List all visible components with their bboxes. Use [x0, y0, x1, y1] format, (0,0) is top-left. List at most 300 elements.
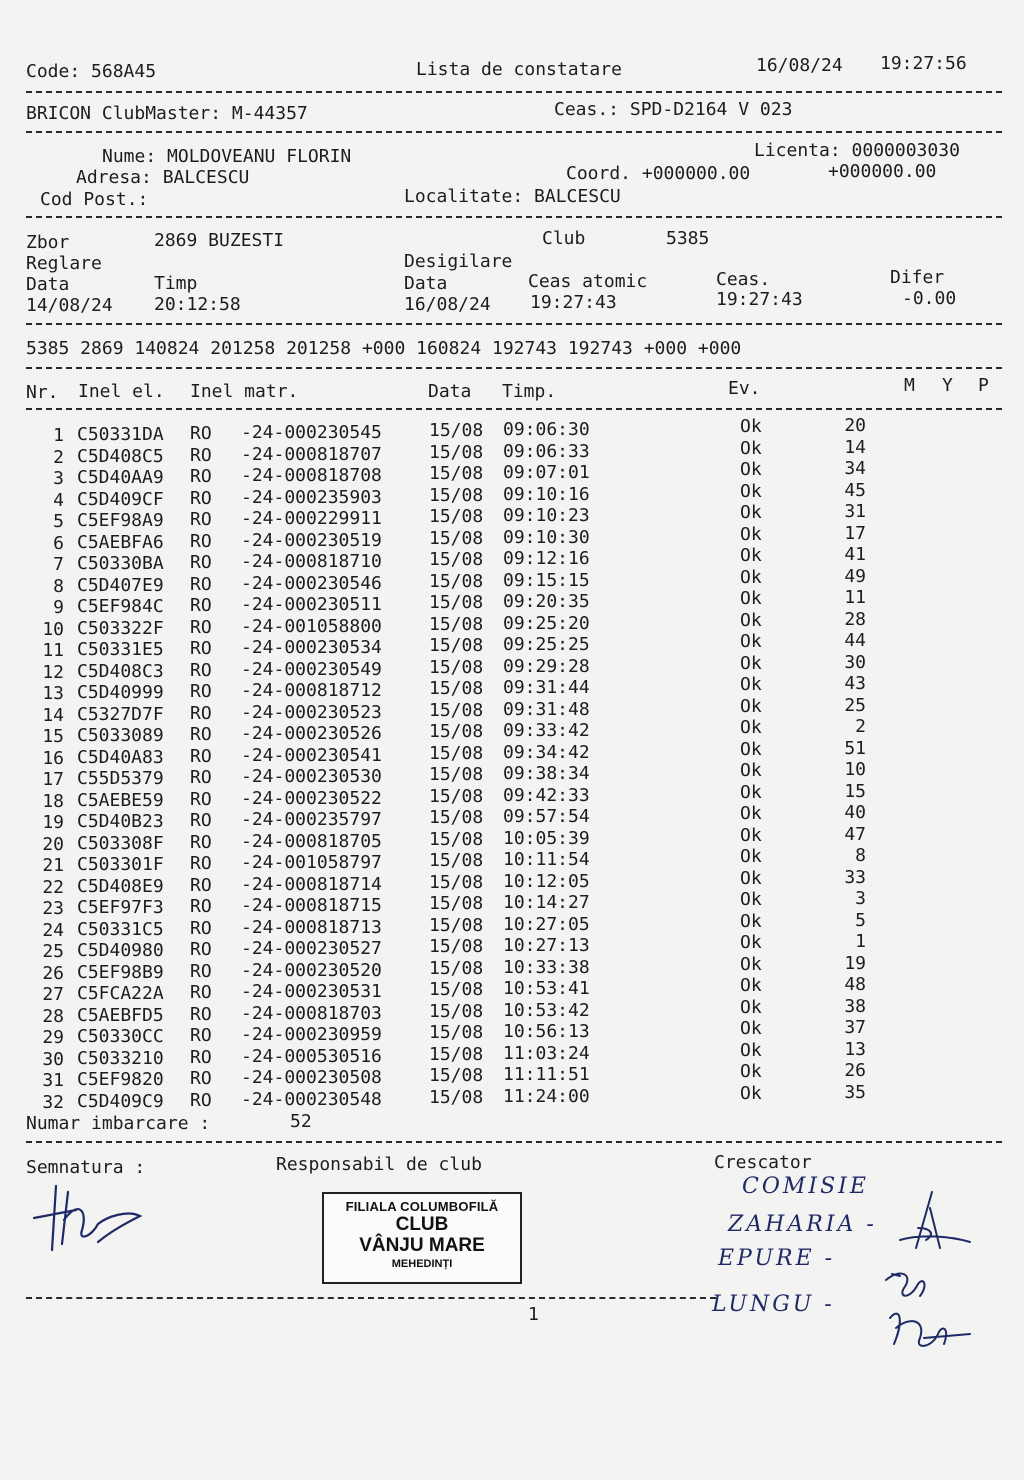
row-electronic-ring: C503322F	[77, 617, 164, 639]
row-nr: 24	[42, 919, 64, 941]
row-date: 15/08	[429, 678, 484, 700]
row-electronic-ring: C5D409CF	[77, 488, 164, 510]
row-ring-number: -24-000230546	[241, 572, 382, 594]
row-event: Ok	[740, 545, 762, 567]
row-time: 11:24:00	[503, 1085, 590, 1107]
row-ring-number: -24-000818715	[241, 895, 382, 917]
stamp-line-2: CLUB	[395, 1214, 449, 1235]
row-country: RO	[190, 724, 212, 746]
row-electronic-ring: C50330BA	[77, 553, 164, 575]
row-electronic-ring: C503301F	[77, 854, 164, 876]
row-date: 15/08	[429, 527, 484, 549]
col-inel-matr: Inel matr.	[190, 381, 299, 402]
row-position: 34	[844, 458, 866, 480]
col-data: Data	[428, 381, 472, 402]
row-event: Ok	[740, 975, 762, 997]
row-date: 15/08	[429, 699, 484, 721]
row-nr: 19	[42, 812, 64, 833]
row-event: Ok	[740, 781, 762, 803]
row-country: RO	[190, 1046, 212, 1068]
row-position: 48	[844, 974, 866, 996]
row-date: 15/08	[429, 1022, 484, 1044]
reglare-label: Reglare	[26, 253, 102, 274]
row-date: 15/08	[429, 893, 484, 915]
row-electronic-ring: C5D40AA9	[77, 467, 164, 489]
row-date: 15/08	[429, 914, 484, 936]
row-position: 19	[844, 952, 866, 974]
row-electronic-ring: C5AEBFD5	[77, 1004, 164, 1026]
row-nr: 20	[42, 833, 64, 855]
row-ring-number: -24-000818712	[241, 680, 382, 702]
row-event: Ok	[740, 588, 762, 610]
desig-date: 16/08/24	[404, 294, 491, 315]
row-event: Ok	[740, 1061, 762, 1083]
row-date: 15/08	[429, 828, 484, 850]
row-event: Ok	[740, 760, 762, 782]
row-electronic-ring: C5EF9820	[77, 1069, 164, 1091]
boarding-count-label: Numar imbarcare :	[26, 1113, 211, 1134]
row-date: 15/08	[429, 420, 484, 442]
divider	[26, 408, 1002, 410]
row-event: Ok	[740, 846, 762, 868]
row-nr: 28	[42, 1005, 64, 1027]
row-nr: 10	[42, 618, 64, 640]
row-country: RO	[190, 1025, 212, 1047]
row-electronic-ring: C5EF98B9	[77, 961, 164, 983]
row-time: 09:25:25	[503, 634, 590, 656]
row-date: 15/08	[429, 871, 484, 893]
divider	[26, 216, 1002, 218]
row-country: RO	[190, 896, 212, 918]
row-ring-number: -24-000235797	[241, 809, 382, 831]
row-ring-number: -24-001058797	[241, 852, 382, 874]
row-time: 09:33:42	[503, 720, 590, 742]
row-electronic-ring: C5D408C3	[77, 660, 164, 682]
reglare-time-label: Timp	[154, 273, 198, 294]
page-number: 1	[528, 1304, 539, 1325]
row-country: RO	[190, 788, 212, 810]
difference-label: Difer	[890, 267, 945, 288]
owner-locality: Localitate: BALCESCU	[404, 186, 621, 207]
row-country: RO	[190, 638, 212, 660]
row-electronic-ring: C5EF984C	[77, 596, 164, 618]
row-event: Ok	[740, 609, 762, 631]
row-event: Ok	[740, 1082, 762, 1104]
row-electronic-ring: C5D408E9	[77, 875, 164, 897]
row-event: Ok	[740, 910, 762, 932]
owner-coord-2: +000000.00	[828, 161, 937, 182]
row-nr: 18	[42, 790, 64, 812]
row-nr: 9	[53, 597, 64, 618]
row-nr: 7	[53, 554, 64, 575]
stamp-line-1: FILIALA COLUMBOFILĂ	[345, 1199, 499, 1214]
row-date: 15/08	[429, 463, 484, 485]
table-row	[0, 1081, 1024, 1114]
divider	[26, 367, 1002, 369]
row-electronic-ring: C5327D7F	[77, 703, 164, 725]
row-country: RO	[190, 466, 212, 488]
row-country: RO	[190, 917, 212, 939]
club-responsible-label: Responsabil de club	[276, 1154, 482, 1175]
handwritten-commission: COMISIE	[742, 1174, 869, 1199]
row-position: 1	[855, 931, 866, 953]
row-nr: 8	[53, 575, 64, 597]
row-time: 09:42:33	[503, 784, 590, 806]
row-position: 47	[844, 823, 866, 845]
row-country: RO	[190, 831, 212, 853]
row-position: 44	[844, 630, 866, 652]
row-time: 09:07:01	[503, 462, 590, 484]
signature-label: Semnatura :	[26, 1157, 146, 1178]
divider	[26, 1297, 716, 1299]
row-date: 15/08	[429, 592, 484, 614]
row-time: 09:31:48	[503, 698, 590, 720]
owner-address: Adresa: BALCESCU	[76, 167, 250, 188]
row-electronic-ring: C5D40A83	[77, 746, 164, 768]
desig-date-label: Data	[404, 273, 448, 294]
row-ring-number: -24-000230522	[241, 787, 382, 809]
row-position: 10	[844, 759, 866, 781]
row-ring-number: -24-000230531	[241, 981, 382, 1003]
row-time: 09:38:34	[503, 763, 590, 785]
row-electronic-ring: C5D407E9	[77, 574, 164, 596]
handwritten-name-2: EPURE -	[718, 1246, 836, 1271]
row-time: 10:56:13	[503, 1021, 590, 1043]
row-nr: 22	[42, 876, 64, 898]
breeder-label: Crescator	[714, 1152, 812, 1173]
row-time: 10:05:39	[503, 827, 590, 849]
row-ring-number: -24-000818707	[241, 443, 382, 465]
row-nr: 29	[42, 1027, 64, 1048]
row-ring-number: -24-000818705	[241, 830, 382, 852]
row-electronic-ring: C50331C5	[77, 918, 164, 940]
row-time: 10:27:05	[503, 913, 590, 935]
row-country: RO	[190, 745, 212, 767]
row-event: Ok	[740, 1018, 762, 1040]
row-position: 28	[844, 608, 866, 630]
reglare-time: 20:12:58	[154, 294, 241, 315]
row-date: 15/08	[429, 957, 484, 979]
row-position: 37	[844, 1017, 866, 1039]
row-date: 15/08	[429, 785, 484, 807]
row-time: 09:57:54	[503, 806, 590, 828]
row-nr: 6	[53, 532, 64, 554]
col-nr: Nr.	[26, 382, 59, 403]
row-event: Ok	[740, 953, 762, 975]
row-date: 15/08	[429, 850, 484, 872]
reglare-date-label: Data	[26, 274, 70, 295]
divider	[26, 131, 1002, 133]
row-nr: 27	[42, 984, 64, 1005]
row-position: 51	[844, 737, 866, 759]
row-time: 10:33:38	[503, 956, 590, 978]
desig-atomic-time: 19:27:43	[530, 292, 617, 313]
row-date: 15/08	[429, 1043, 484, 1065]
boarding-count-value: 52	[290, 1111, 312, 1132]
row-date: 15/08	[429, 635, 484, 657]
divider	[26, 91, 1002, 93]
row-country: RO	[190, 1089, 212, 1111]
row-electronic-ring: C50331DA	[77, 424, 164, 446]
row-date: 15/08	[429, 1000, 484, 1022]
row-electronic-ring: C5D40B23	[77, 811, 164, 833]
row-country: RO	[190, 767, 212, 789]
row-position: 3	[855, 888, 866, 910]
row-electronic-ring: C5AEBFA6	[77, 531, 164, 553]
row-electronic-ring: C55D5379	[77, 768, 164, 790]
row-position: 2	[855, 716, 866, 738]
row-country: RO	[190, 939, 212, 961]
clock-label: Ceas.	[716, 269, 771, 290]
owner-license: Licenta: 0000003030	[754, 140, 960, 161]
row-electronic-ring: C5D40980	[77, 940, 164, 962]
row-date: 15/08	[429, 1065, 484, 1087]
code-label: Code: 568A45	[26, 61, 157, 82]
row-position: 38	[844, 995, 866, 1017]
row-country: RO	[190, 681, 212, 703]
row-position: 11	[844, 587, 866, 609]
row-date: 15/08	[429, 656, 484, 678]
col-ev: Ev.	[728, 378, 761, 399]
row-position: 8	[855, 845, 866, 867]
row-country: RO	[190, 530, 212, 552]
row-time: 09:15:15	[503, 569, 590, 591]
row-date: 15/08	[429, 721, 484, 743]
row-date: 15/08	[429, 506, 484, 528]
row-event: Ok	[740, 1039, 762, 1061]
row-country: RO	[190, 659, 212, 681]
row-ring-number: -24-000230526	[241, 723, 382, 745]
row-date: 15/08	[429, 764, 484, 786]
row-nr: 15	[42, 726, 64, 747]
row-position: 40	[844, 802, 866, 824]
row-date: 15/08	[429, 441, 484, 463]
row-position: 49	[844, 565, 866, 587]
stamp-line-3: VÂNJU MARE	[359, 1235, 485, 1256]
row-nr: 30	[42, 1048, 64, 1070]
row-nr: 23	[42, 898, 64, 919]
row-ring-number: -24-000530516	[241, 1045, 382, 1067]
col-inel-el: Inel el.	[78, 381, 165, 402]
desigilare-label: Desigilare	[404, 251, 513, 272]
row-nr: 1	[53, 425, 64, 446]
row-nr: 2	[53, 446, 64, 468]
row-date: 15/08	[429, 570, 484, 592]
row-nr: 17	[42, 769, 64, 790]
club-label: Club	[542, 228, 586, 249]
club-stamp	[322, 1192, 522, 1284]
row-event: Ok	[740, 824, 762, 846]
row-country: RO	[190, 853, 212, 875]
row-date: 15/08	[429, 936, 484, 958]
row-nr: 4	[53, 489, 64, 511]
row-event: Ok	[740, 631, 762, 653]
row-event: Ok	[740, 480, 762, 502]
row-time: 09:10:23	[503, 505, 590, 527]
row-electronic-ring: C5D409C9	[77, 1090, 164, 1112]
row-ring-number: -24-000818713	[241, 916, 382, 938]
row-date: 15/08	[429, 613, 484, 635]
row-country: RO	[190, 487, 212, 509]
row-date: 15/08	[429, 1086, 484, 1108]
row-country: RO	[190, 1003, 212, 1025]
row-time: 09:06:30	[503, 419, 590, 441]
row-nr: 16	[42, 747, 64, 769]
difference-value: -0.00	[902, 288, 957, 309]
clubmaster-id: BRICON ClubMaster: M-44357	[26, 103, 308, 124]
row-country: RO	[190, 423, 212, 445]
row-time: 09:20:35	[503, 591, 590, 613]
row-time: 09:34:42	[503, 741, 590, 763]
row-nr: 25	[42, 941, 64, 962]
row-nr: 32	[42, 1091, 64, 1113]
row-ring-number: -24-000230541	[241, 744, 382, 766]
row-country: RO	[190, 552, 212, 574]
row-event: Ok	[740, 932, 762, 954]
row-event: Ok	[740, 803, 762, 825]
header-time: 19:27:56	[880, 53, 967, 74]
row-time: 10:14:27	[503, 892, 590, 914]
row-event: Ok	[740, 416, 762, 438]
row-position: 35	[844, 1081, 866, 1103]
row-electronic-ring: C5EF97F3	[77, 897, 164, 919]
row-country: RO	[190, 616, 212, 638]
owner-name: Nume: MOLDOVEANU FLORIN	[102, 146, 352, 167]
row-event: Ok	[740, 652, 762, 674]
row-time: 09:10:30	[503, 526, 590, 548]
row-electronic-ring: C5FCA22A	[77, 983, 164, 1005]
row-position: 14	[844, 436, 866, 458]
row-country: RO	[190, 982, 212, 1004]
row-event: Ok	[740, 566, 762, 588]
row-position: 13	[844, 1038, 866, 1060]
row-ring-number: -24-000818714	[241, 873, 382, 895]
row-electronic-ring: C50331E5	[77, 639, 164, 661]
row-country: RO	[190, 810, 212, 832]
row-ring-number: -24-000230523	[241, 701, 382, 723]
row-ring-number: -24-000230545	[241, 422, 382, 444]
row-ring-number: -24-000230519	[241, 529, 382, 551]
row-ring-number: -24-001058800	[241, 615, 382, 637]
row-nr: 3	[53, 468, 64, 489]
row-event: Ok	[740, 437, 762, 459]
row-country: RO	[190, 509, 212, 531]
row-position: 20	[844, 415, 866, 437]
row-event: Ok	[740, 695, 762, 717]
row-date: 15/08	[429, 979, 484, 1001]
reglare-date: 14/08/24	[26, 295, 113, 316]
row-time: 10:53:41	[503, 978, 590, 1000]
row-time: 11:03:24	[503, 1042, 590, 1064]
row-ring-number: -24-000818703	[241, 1002, 382, 1024]
row-date: 15/08	[429, 807, 484, 829]
row-position: 26	[844, 1060, 866, 1082]
row-date: 15/08	[429, 742, 484, 764]
divider	[26, 1141, 1002, 1143]
row-electronic-ring: C503308F	[77, 832, 164, 854]
row-position: 5	[855, 909, 866, 931]
row-nr: 13	[42, 683, 64, 704]
handwritten-name-3: LUNGU -	[712, 1292, 835, 1317]
row-date: 15/08	[429, 484, 484, 506]
document-title: Lista de constatare	[416, 59, 622, 80]
club-value: 5385	[666, 228, 710, 249]
row-event: Ok	[740, 523, 762, 545]
row-position: 15	[844, 780, 866, 802]
row-nr: 11	[42, 640, 64, 661]
row-nr: 5	[53, 511, 64, 532]
row-country: RO	[190, 702, 212, 724]
row-country: RO	[190, 444, 212, 466]
row-ring-number: -24-000230511	[241, 594, 382, 616]
summary-line: 5385 2869 140824 201258 201258 +000 160824 192743 192743 +000 +000	[26, 338, 742, 359]
desig-clock-time: 19:27:43	[716, 289, 803, 310]
row-date: 15/08	[429, 549, 484, 571]
row-event: Ok	[740, 889, 762, 911]
divider	[26, 323, 1002, 325]
row-time: 09:10:16	[503, 483, 590, 505]
col-m: M	[904, 375, 915, 396]
row-event: Ok	[740, 502, 762, 524]
row-ring-number: -24-000230534	[241, 637, 382, 659]
row-position: 43	[844, 673, 866, 695]
row-nr: 21	[42, 855, 64, 876]
row-position: 30	[844, 651, 866, 673]
atomic-clock-label: Ceas atomic	[528, 271, 648, 292]
row-country: RO	[190, 960, 212, 982]
row-time: 10:12:05	[503, 870, 590, 892]
flight-value: 2869 BUZESTI	[154, 230, 285, 251]
stamp-line-4: MEHEDINȚI	[391, 1258, 453, 1270]
row-time: 10:53:42	[503, 999, 590, 1021]
row-position: 45	[844, 479, 866, 501]
row-electronic-ring: C5033089	[77, 725, 164, 747]
row-electronic-ring: C5AEBE59	[77, 789, 164, 811]
row-ring-number: -24-000818710	[241, 551, 382, 573]
row-event: Ok	[740, 996, 762, 1018]
row-country: RO	[190, 874, 212, 896]
row-time: 10:11:54	[503, 849, 590, 871]
clock-id: Ceas.: SPD-D2164 V 023	[554, 99, 793, 120]
row-position: 25	[844, 694, 866, 716]
owner-coord: Coord. +000000.00	[566, 163, 751, 184]
handwritten-name-1: ZAHARIA -	[728, 1212, 877, 1237]
row-electronic-ring: C5D408C5	[77, 445, 164, 467]
commission-signatures	[880, 1188, 1000, 1368]
row-time: 11:11:51	[503, 1064, 590, 1086]
row-country: RO	[190, 573, 212, 595]
row-ring-number: -24-000230548	[241, 1088, 382, 1110]
row-electronic-ring: C5033210	[77, 1047, 164, 1069]
row-time: 09:25:20	[503, 612, 590, 634]
signature-drawing	[28, 1180, 158, 1260]
row-ring-number: -24-000230520	[241, 959, 382, 981]
row-time: 09:29:28	[503, 655, 590, 677]
flight-label: Zbor	[26, 232, 70, 253]
row-event: Ok	[740, 717, 762, 739]
row-event: Ok	[740, 459, 762, 481]
row-country: RO	[190, 595, 212, 617]
row-nr: 14	[42, 704, 64, 726]
row-ring-number: -24-000818708	[241, 465, 382, 487]
row-ring-number: -24-000230549	[241, 658, 382, 680]
col-timp: Timp.	[502, 381, 557, 402]
header-date: 16/08/24	[756, 55, 843, 76]
row-electronic-ring: C50330CC	[77, 1026, 164, 1048]
row-ring-number: -24-000230959	[241, 1024, 382, 1046]
row-ring-number: -24-000230508	[241, 1067, 382, 1089]
row-position: 33	[844, 866, 866, 888]
